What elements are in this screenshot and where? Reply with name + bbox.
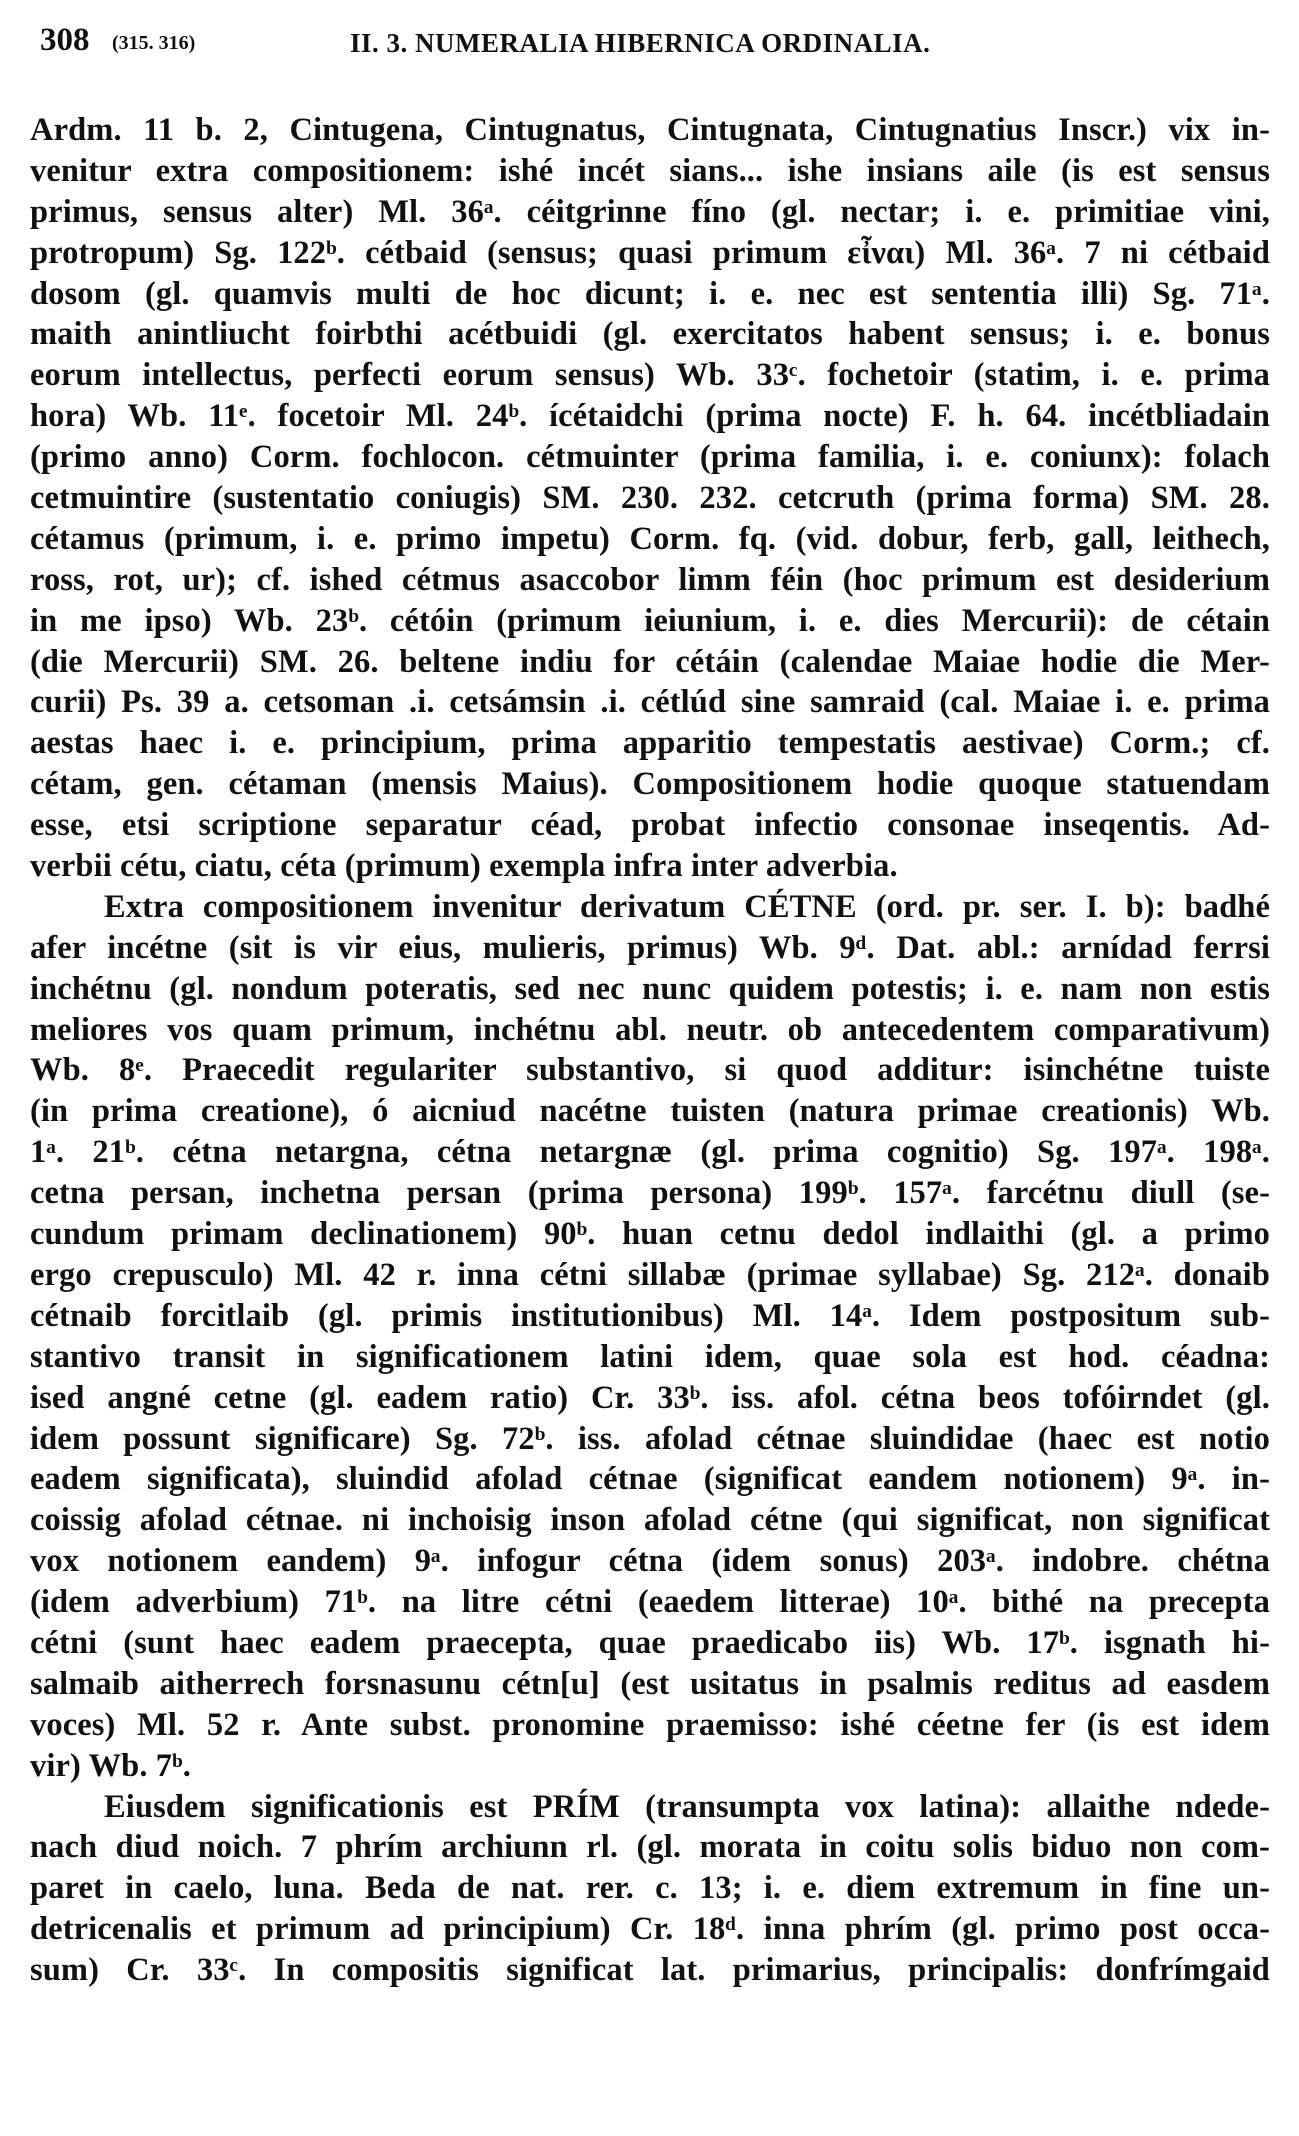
- text-line: (die Mercurii) SM. 26. beltene indiu for cétáin (calendae Maiae hodie die Mer-: [30, 643, 1270, 680]
- text-line: eorum intellectus, perfecti eorum sensus) Wb. 33ᶜ. fochetoir (statim, i. e. prima: [30, 357, 1270, 394]
- text-line: primus, sensus alter) Ml. 36ᵃ. céitgrinne fíno (gl. nectar; i. e. primitiae vini,: [30, 193, 1270, 230]
- text-line: voces) Ml. 52 r. Ante subst. pronomine praemisso: ishé céetne fer (is est idem: [30, 1706, 1270, 1743]
- running-title: II. 3. NUMERALIA HIBERNICA ORDINALIA.: [350, 28, 931, 58]
- text-line: vir) Wb. 7ᵇ.: [30, 1747, 192, 1784]
- text-line: cundum primam declinationem) 90ᵇ. huan cetnu dedol indlaithi (gl. a primo: [30, 1216, 1270, 1253]
- text-line: ross, rot, ur); cf. ished cétmus asaccobor limm féin (hoc primum est desiderium: [30, 561, 1270, 598]
- text-line: 1ᵃ. 21ᵇ. cétna netargna, cétna netargnæ (gl. prima cognitio) Sg. 197ᵃ. 198ᵃ.: [30, 1134, 1270, 1171]
- text-line: esse, etsi scriptione separatur céad, probat infectio consonae inseqentis. Ad-: [30, 807, 1270, 844]
- text-line: curii) Ps. 39 a. cetsoman .i. cetsámsin .i. cétlúd sine samraid (cal. Maiae i. e. prima: [30, 684, 1270, 721]
- running-header: [40, 22, 1270, 70]
- text-line: (idem adverbium) 71ᵇ. na litre cétni (eaedem litterae) 10ᵃ. bithé na precepta: [30, 1584, 1270, 1621]
- text-line: vox notionem eandem) 9ᵃ. infogur cétna (idem sonus) 203ᵃ. indobre. chétna: [30, 1543, 1270, 1580]
- text-line: hora) Wb. 11ᵉ. focetoir Ml. 24ᵇ. ícétaidchi (prima nocte) F. h. 64. incétbliadain: [30, 398, 1270, 435]
- paragraph-start-line: Extra compositionem invenitur derivatum CÉTNE (ord. pr. ser. I. b): badhé: [104, 888, 1270, 925]
- text-body: [30, 110, 1270, 1991]
- text-line: maith anintliucht foirbthi acétbuidi (gl. exercitatos habent sensus; i. e. bonus: [30, 316, 1270, 353]
- text-line: dosom (gl. quamvis multi de hoc dicunt; i. e. nec est sententia illi) Sg. 71ᵃ.: [30, 275, 1270, 312]
- text-line: ergo crepusculo) Ml. 42 r. inna cétni sillabæ (primae syllabae) Sg. 212ᵃ. donaib: [30, 1256, 1270, 1293]
- text-line: afer incétne (sit is vir eius, mulieris, primus) Wb. 9ᵈ. Dat. abl.: arnídad ferrsi: [30, 929, 1270, 966]
- text-line: stantivo transit in significationem latini idem, quae sola est hod. céadna:: [30, 1338, 1270, 1375]
- text-line: inchétnu (gl. nondum poteratis, sed nec nunc quidem potestis; i. e. nam non estis: [30, 970, 1270, 1007]
- text-line: detricenalis et primum ad principium) Cr. 18ᵈ. inna phrím (gl. primo post occa-: [30, 1911, 1270, 1948]
- text-line: venitur extra compositionem: ishé incét sians... ishe insians aile (is est sensus: [30, 152, 1270, 189]
- text-line: ised angné cetne (gl. eadem ratio) Cr. 33ᵇ. iss. afol. cétna beos tofóirndet (gl.: [30, 1379, 1270, 1416]
- text-line: salmaib aitherrech forsnasunu cétn[u] (est usitatus in psalmis reditus ad easdem: [30, 1665, 1270, 1702]
- text-line: aestas haec i. e. principium, prima apparitio tempestatis aestivae) Corm.; cf.: [30, 725, 1270, 762]
- text-line: protropum) Sg. 122ᵇ. cétbaid (sensus; quasi primum εἶναι) Ml. 36ᵃ. 7 ni cétbaid: [30, 234, 1270, 271]
- text-line: coissig afolad cétnae. ni inchoisig inson afolad cétne (qui significat, non significat: [30, 1502, 1270, 1539]
- text-line: sum) Cr. 33ᶜ. In compositis significat lat. primarius, principalis: donfrímgaid: [30, 1952, 1270, 1989]
- text-line: nach diud noich. 7 phrím archiunn rl. (gl. morata in coitu solis biduo non com-: [30, 1829, 1270, 1866]
- text-line: (in prima creatione), ó aicniud nacétne tuisten (natura primae creationis) Wb.: [30, 1093, 1270, 1130]
- text-line: Ardm. 11 b. 2, Cintugena, Cintugnatus, Cintugnata, Cintugnatius Inscr.) vix in-: [30, 112, 1270, 148]
- text-line: Wb. 8ᵉ. Praecedit regulariter substantivo, si quod additur: isinchétne tuiste: [30, 1052, 1270, 1089]
- text-line: cétamus (primum, i. e. primo impetu) Corm. fq. (vid. dobur, ferb, gall, leithech,: [30, 520, 1270, 557]
- text-line: (primo anno) Corm. fochlocon. cétmuinter (prima familia, i. e. coniunx): folach: [30, 439, 1270, 476]
- page-number: 308: [40, 22, 90, 58]
- text-line: cetna persan, inchetna persan (prima persona) 199ᵇ. 157ᵃ. farcétnu diull (se-: [30, 1175, 1270, 1212]
- text-line: cétnaib forcitlaib (gl. primis institutionibus) Ml. 14ᵃ. Idem postpositum sub-: [30, 1297, 1270, 1334]
- paragraph-start-line: Eiusdem significationis est PRÍM (transumpta vox latina): allaithe ndede-: [104, 1788, 1270, 1825]
- text-line: paret in caelo, luna. Beda de nat. rer. c. 13; i. e. diem extremum in fine un-: [30, 1870, 1270, 1907]
- section-reference: (315. 316): [112, 32, 196, 54]
- text-line: meliores vos quam primum, inchétnu abl. neutr. ob antecedentem comparativum): [30, 1011, 1270, 1048]
- text-line: cétam, gen. cétaman (mensis Maius). Compositionem hodie quoque statuendam: [30, 766, 1270, 803]
- text-line: verbii cétu, ciatu, céta (primum) exempla infra inter adverbia.: [30, 848, 898, 885]
- text-line: cétni (sunt haec eadem praecepta, quae praedicabo iis) Wb. 17ᵇ. isgnath hi-: [30, 1624, 1270, 1661]
- text-line: eadem significata), sluindid afolad cétnae (significat eandem notionem) 9ᵃ. in-: [30, 1461, 1270, 1498]
- text-line: cetmuintire (sustentatio coniugis) SM. 230. 232. cetcruth (prima forma) SM. 28.: [30, 480, 1270, 517]
- text-line: idem possunt significare) Sg. 72ᵇ. iss. afolad cétnae sluindidae (haec est notio: [30, 1420, 1270, 1457]
- text-line: in me ipso) Wb. 23ᵇ. cétóin (primum ieiunium, i. e. dies Mercurii): de cétain: [30, 602, 1270, 639]
